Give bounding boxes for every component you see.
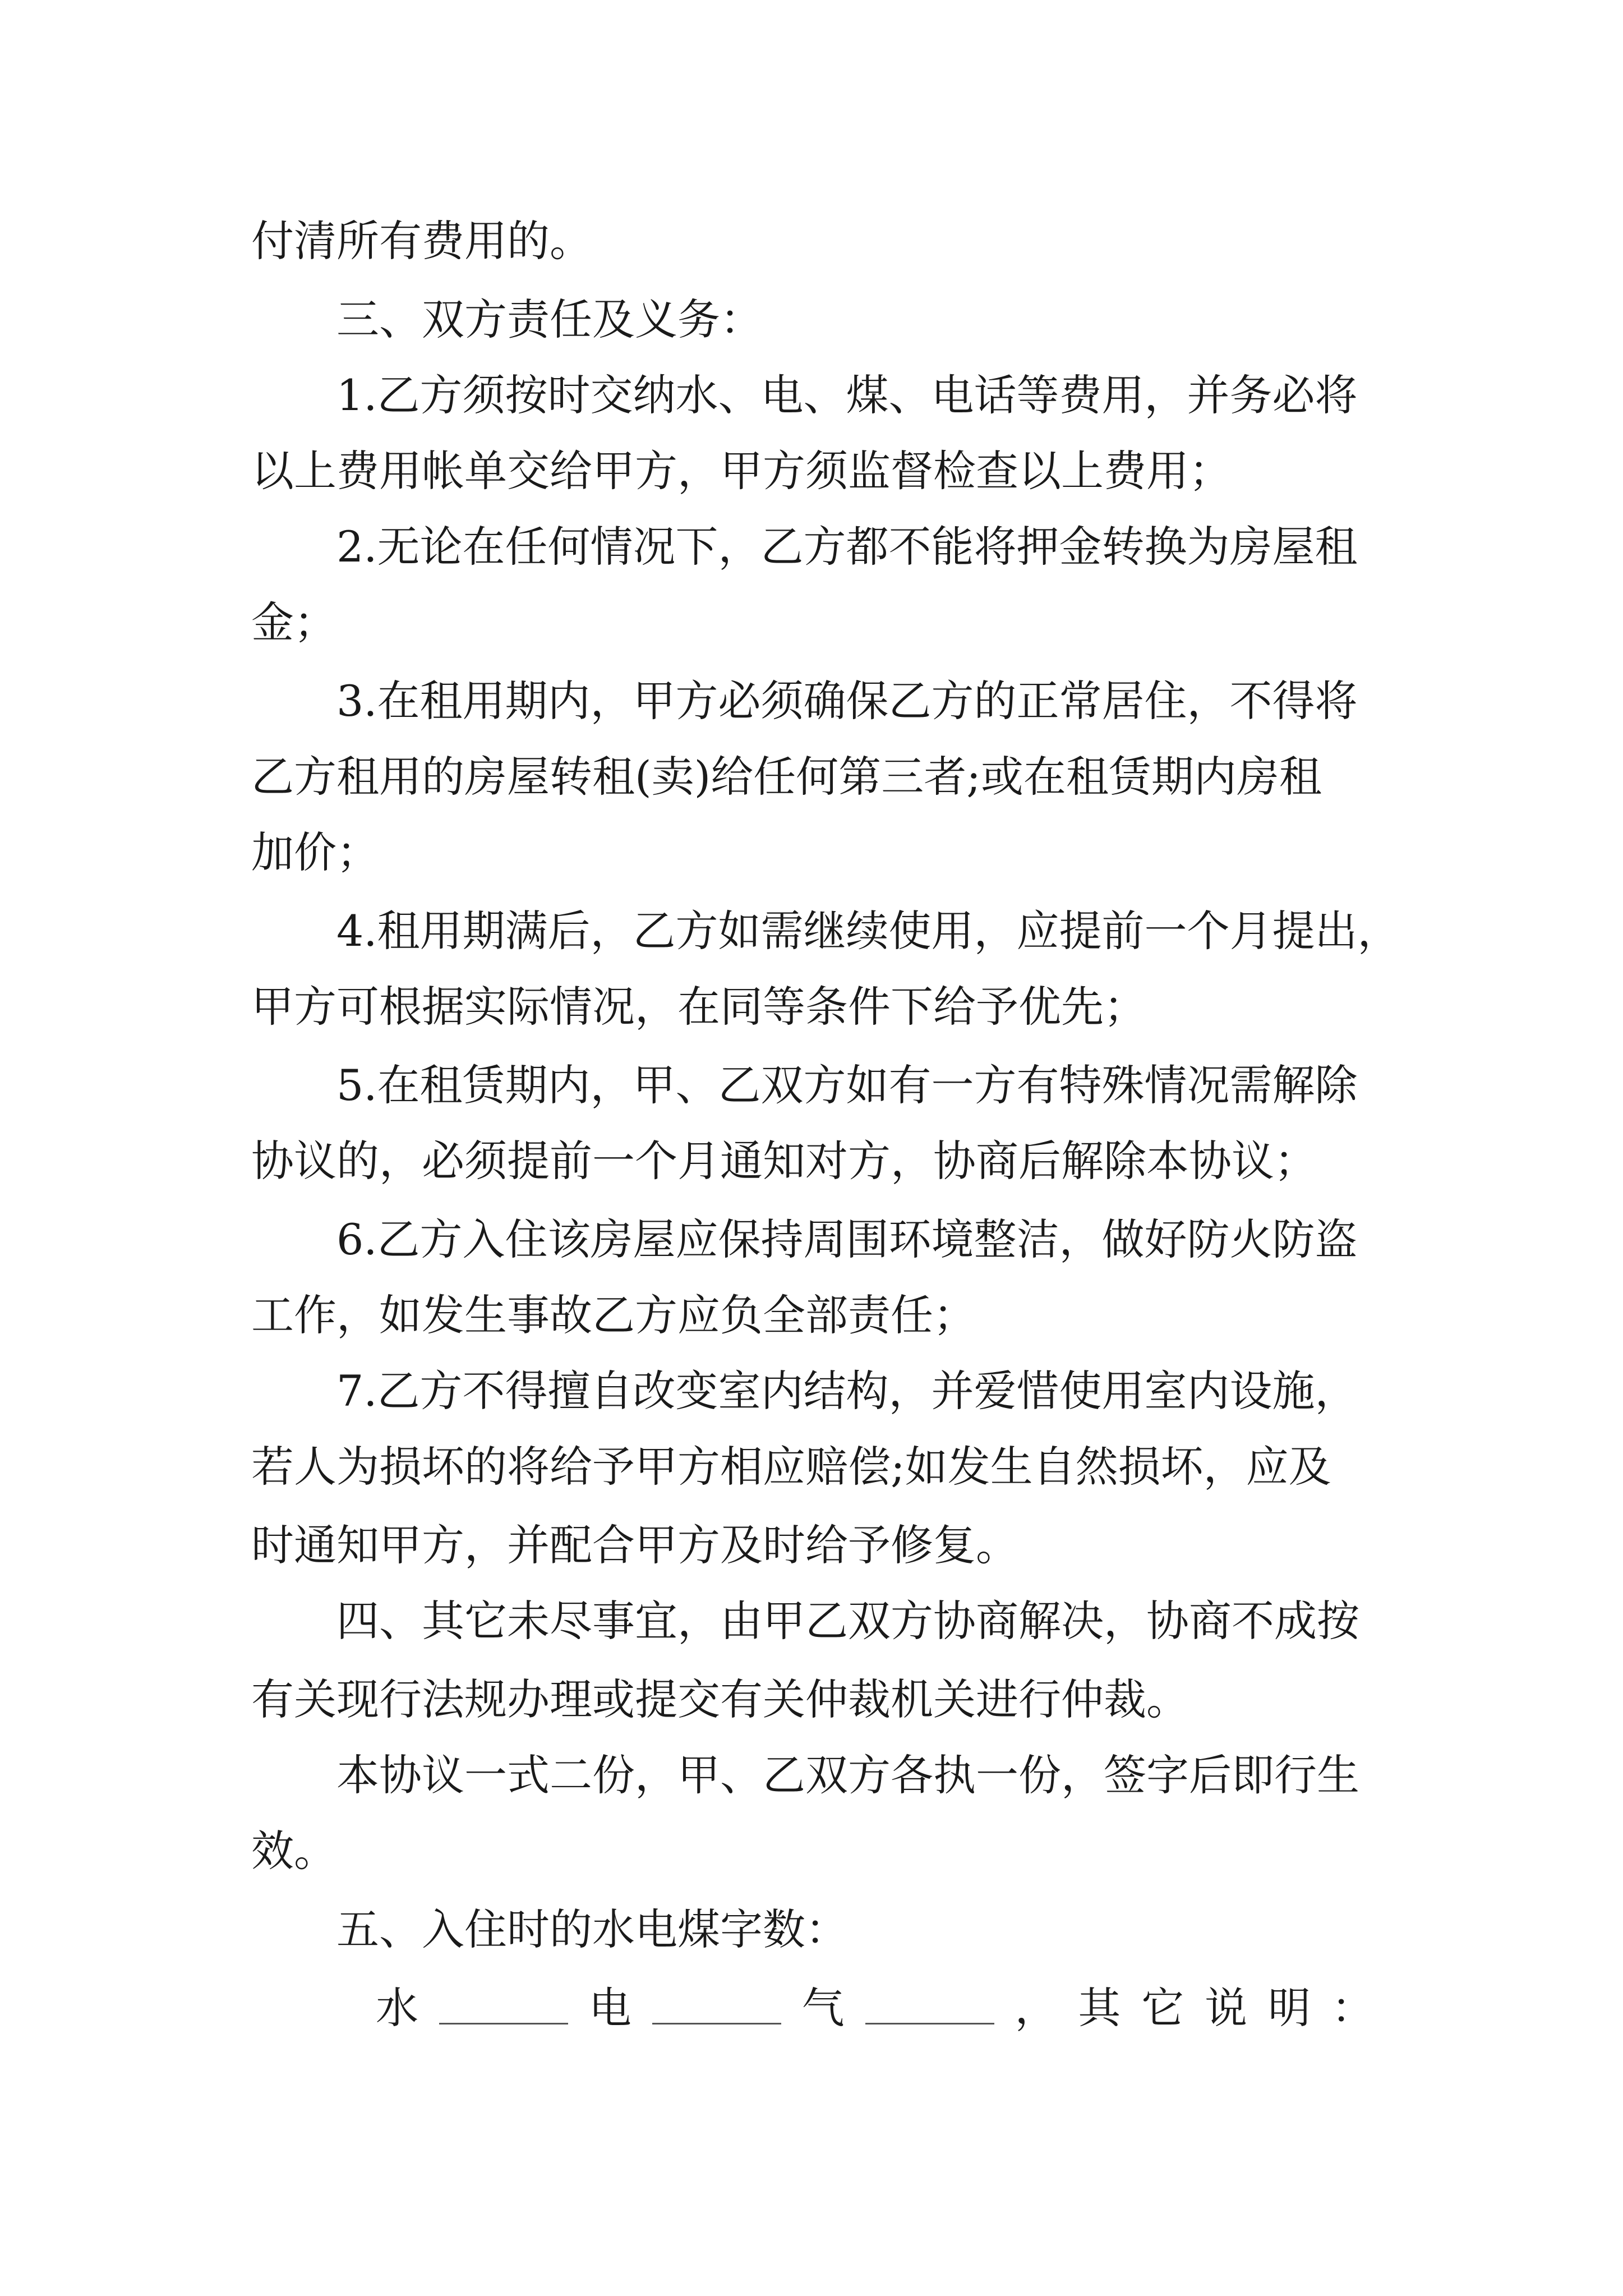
other-notes-char: 其 — [1078, 1983, 1121, 2033]
water-label: 水 — [376, 1983, 418, 2033]
clause-1-cont: 以上费用帐单交给甲方，甲方须监督检查以上费用； — [251, 446, 1232, 496]
text-line: 付清所有费用的。 — [251, 216, 592, 266]
other-notes-char: 它 — [1141, 1983, 1184, 2033]
section-heading-3: 三、双方责任及义务： — [336, 295, 763, 344]
clause-3: 3.在租用期内，甲方必须确保乙方的正常居住，不得将 — [336, 676, 1358, 726]
other-notes-char: 明 — [1268, 1983, 1311, 2033]
clause-4: 4.租用期满后，乙方如需继续使用，应提前一个月提出， — [336, 906, 1400, 956]
gas-blank — [865, 1984, 994, 2024]
clause-6-cont: 工作，如发生事故乙方应负全部责任； — [251, 1290, 976, 1340]
clause-1: 1.乙方须按时交纳水、电、煤、电话等费用，并务必将 — [336, 370, 1358, 420]
clause-3-cont: 加价； — [251, 827, 379, 877]
other-notes-colon: ： — [1331, 1983, 1374, 2033]
electricity-label: 电 — [588, 1983, 631, 2033]
clause-5-cont: 协议的，必须提前一个月通知对方，协商后解除本协议； — [251, 1136, 1317, 1186]
clause-7-cont: 时通知甲方，并配合甲方及时给予修复。 — [251, 1520, 1018, 1570]
clause-3-cont: 乙方租用的房屋转租(卖)给任何第三者;或在租赁期内房租 — [251, 752, 1322, 802]
clause-2-cont: 金； — [251, 597, 336, 647]
section-heading-4: 四、其它未尽事宜，由甲乙双方协商解决，协商不成按 — [336, 1596, 1359, 1646]
comma: ， — [1015, 1983, 1058, 2033]
clause-5: 5.在租赁期内，甲、乙双方如有一方有特殊情况需解除 — [336, 1060, 1358, 1110]
clause-6: 6.乙方入住该房屋应保持周围环境整洁，做好防火防盗 — [336, 1214, 1358, 1264]
section-4-cont: 有关现行法规办理或提交有关仲裁机关进行仲裁。 — [251, 1674, 1189, 1724]
clause-4-cont: 甲方可根据实际情况，在同等条件下给予优先； — [251, 982, 1146, 1032]
agreement-copies: 本协议一式二份，甲、乙双方各执一份，签字后即行生 — [336, 1750, 1359, 1800]
gas-label: 气 — [801, 1983, 845, 2033]
electricity-blank — [652, 1984, 781, 2024]
section-heading-5: 五、入住时的水电煤字数： — [336, 1904, 848, 1954]
clause-2: 2.无论在任何情况下，乙方都不能将押金转换为房屋租 — [336, 522, 1358, 572]
other-notes-char: 说 — [1205, 1983, 1248, 2033]
water-blank — [439, 1984, 568, 2024]
clause-7-cont: 若人为损坏的将给予甲方相应赔偿;如发生自然损坏，应及 — [251, 1442, 1331, 1492]
meter-reading-line — [376, 1969, 1374, 2047]
agreement-copies-cont: 效。 — [251, 1826, 336, 1876]
clause-7: 7.乙方不得擅自改变室内结构，并爱惜使用室内设施， — [336, 1366, 1358, 1416]
